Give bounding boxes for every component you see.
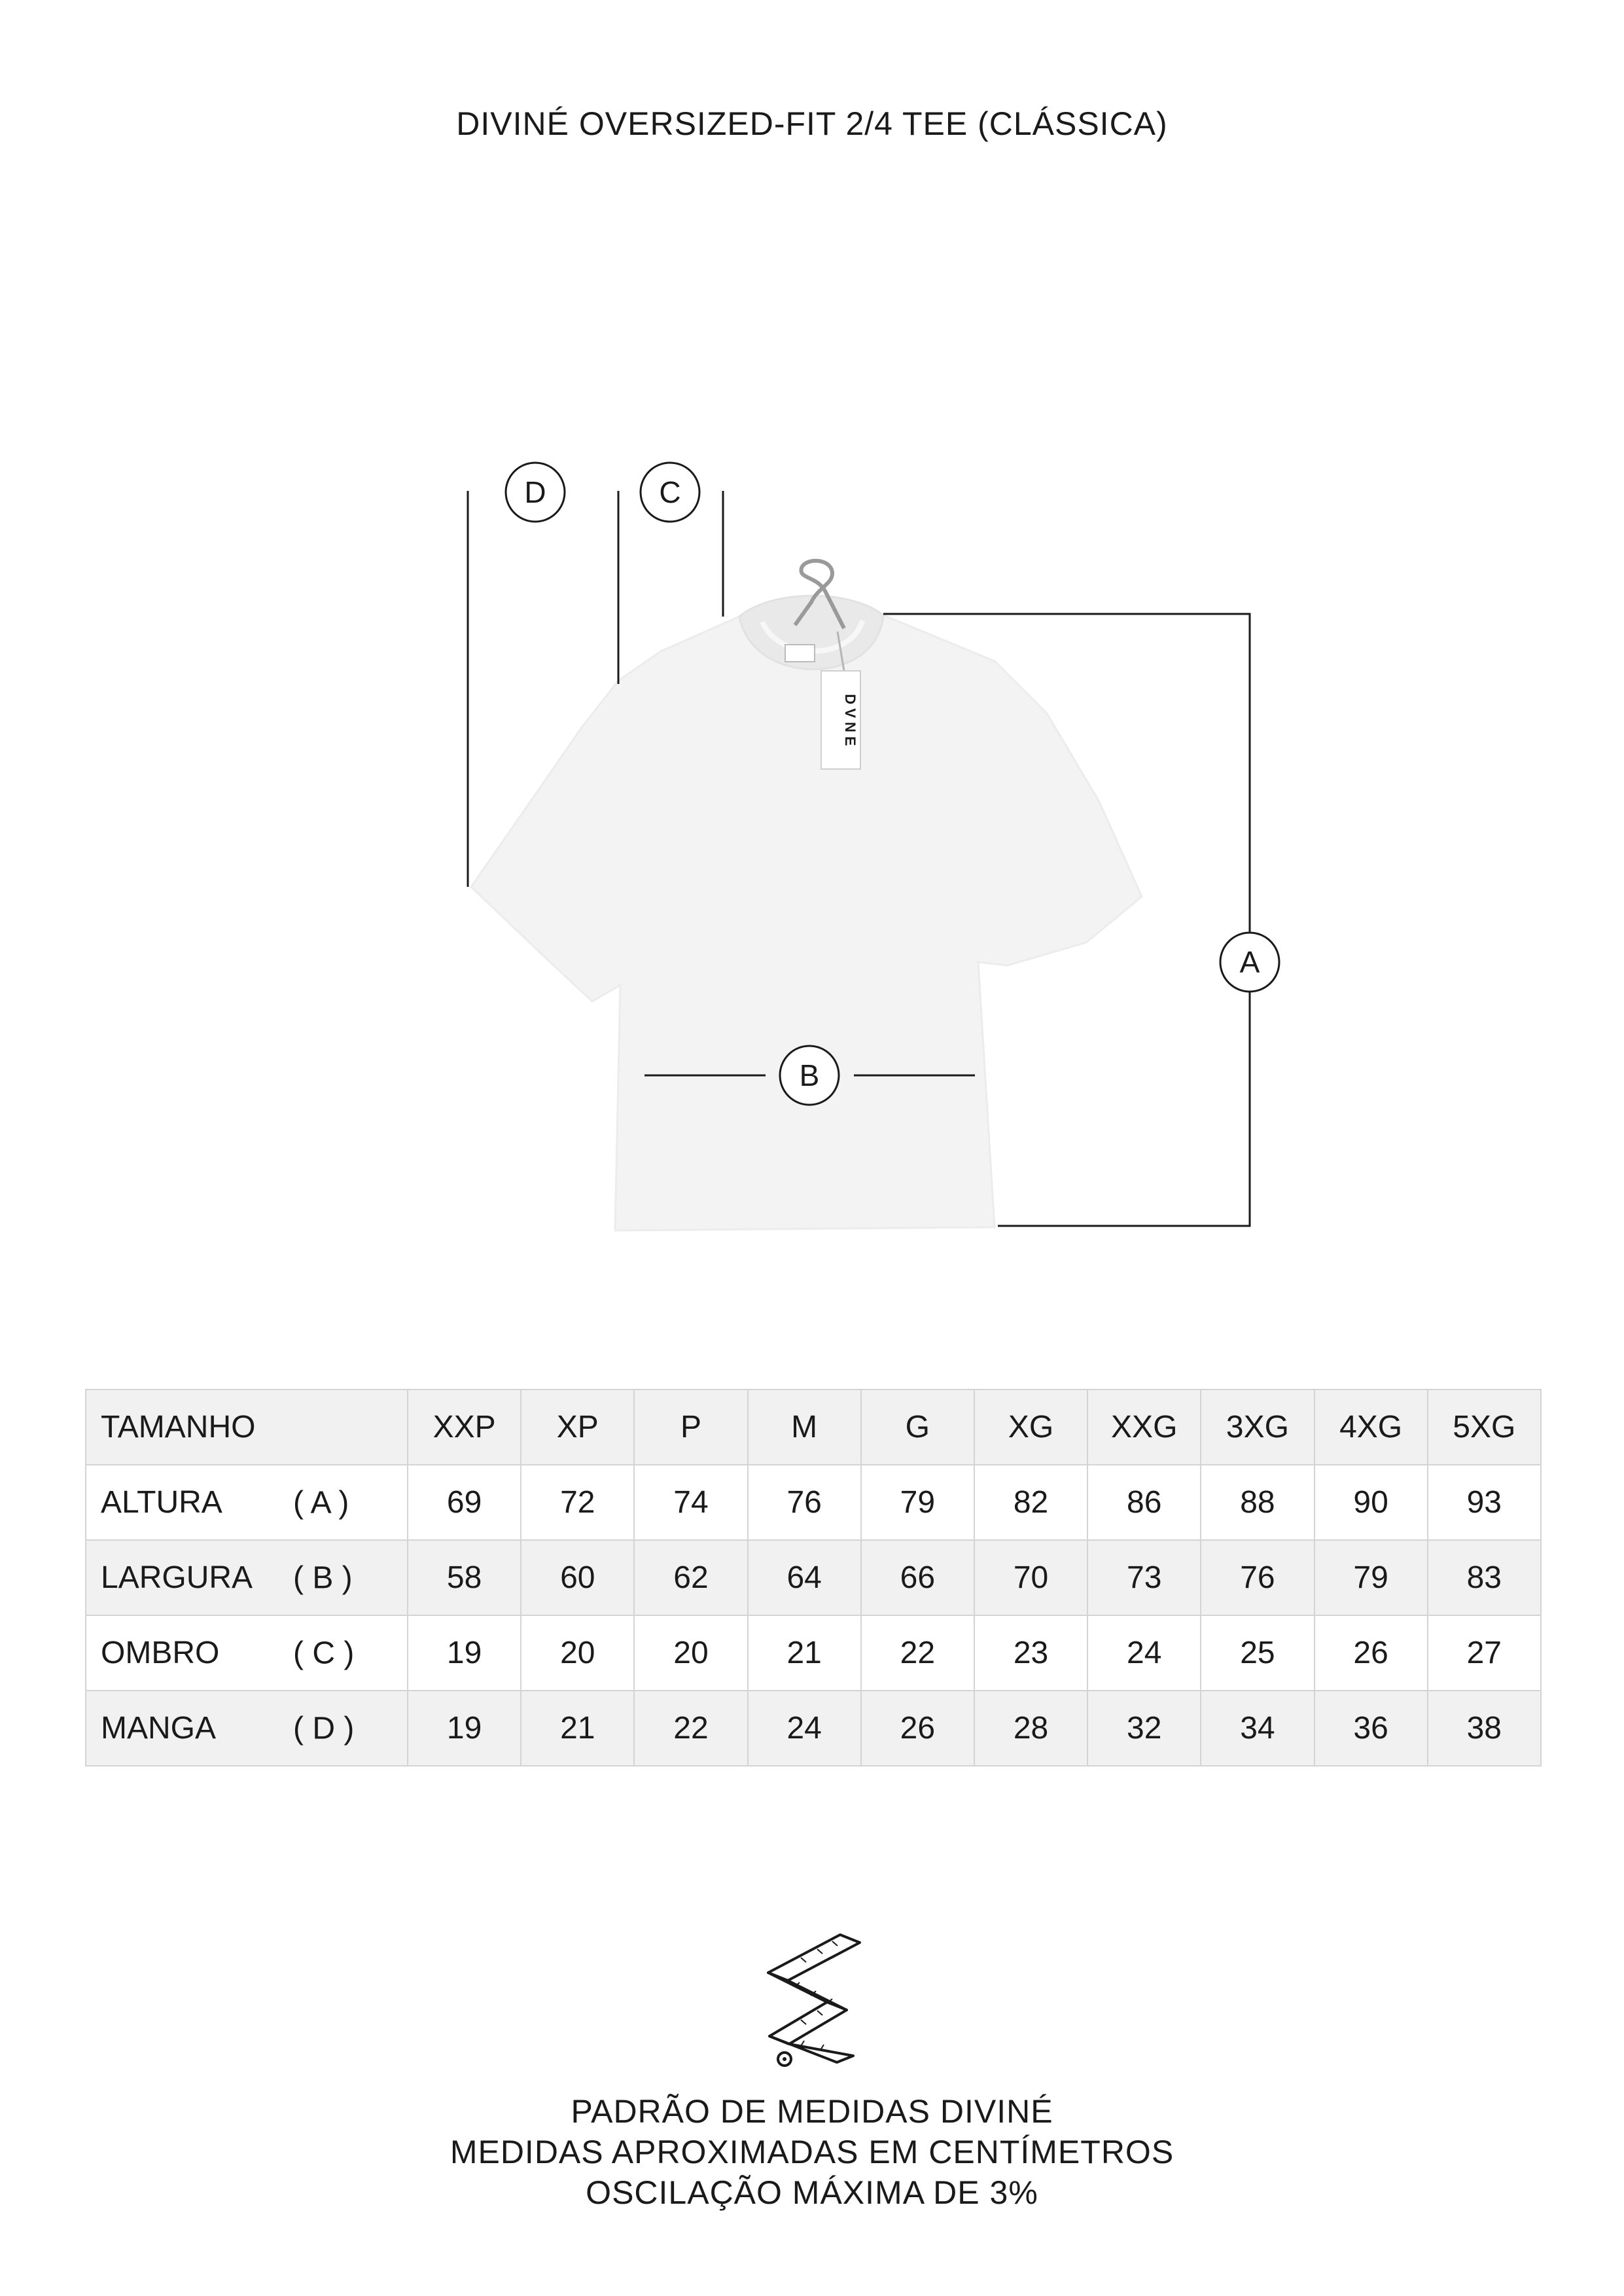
table-cell: 74 (634, 1465, 747, 1540)
table-cell: 38 (1428, 1691, 1541, 1766)
marker-d: D (524, 475, 546, 509)
table-cell: 22 (861, 1615, 974, 1691)
table-cell: 25 (1201, 1615, 1314, 1691)
table-cell: 79 (861, 1465, 974, 1540)
table-cell: 88 (1201, 1465, 1314, 1540)
row-label: MANGA ( D ) (86, 1691, 408, 1766)
header-label: TAMANHO (86, 1390, 408, 1465)
size-column-header: 5XG (1428, 1390, 1541, 1465)
size-column-header: XG (974, 1390, 1087, 1465)
table-cell: 21 (748, 1615, 861, 1691)
page-title: DIVINÉ OVERSIZED-FIT 2/4 TEE (CLÁSSICA) (456, 105, 1168, 142)
row-label: LARGURA ( B ) (86, 1540, 408, 1615)
size-column-header: G (861, 1390, 974, 1465)
table-row-altura (86, 1465, 1541, 1540)
table-cell: 82 (974, 1465, 1087, 1540)
table-cell: 20 (521, 1615, 634, 1691)
table-cell: 83 (1428, 1540, 1541, 1615)
marker-a: A (1239, 945, 1260, 979)
table-cell: 20 (634, 1615, 747, 1691)
table-cell: 90 (1315, 1465, 1428, 1540)
size-column-header: XXG (1087, 1390, 1201, 1465)
table-cell: 27 (1428, 1615, 1541, 1691)
table-cell: 34 (1201, 1691, 1314, 1766)
table-cell: 69 (408, 1465, 521, 1540)
tee-silhouette (471, 615, 1142, 1230)
footer-line: OSCILAÇÃO MÁXIMA DE 3% (586, 2174, 1038, 2211)
table-cell: 26 (861, 1691, 974, 1766)
table-cell: 73 (1087, 1540, 1201, 1615)
table-header-row (86, 1390, 1541, 1465)
table-cell: 79 (1315, 1540, 1428, 1615)
table-cell: 86 (1087, 1465, 1201, 1540)
table-cell: 19 (408, 1615, 521, 1691)
table-cell: 58 (408, 1540, 521, 1615)
size-column-header: 4XG (1315, 1390, 1428, 1465)
marker-c: C (659, 475, 681, 509)
size-column-header: XXP (408, 1390, 521, 1465)
row-label: ALTURA ( A ) (86, 1465, 408, 1540)
table-cell: 24 (748, 1691, 861, 1766)
table-cell: 76 (748, 1465, 861, 1540)
table-cell: 32 (1087, 1691, 1201, 1766)
footer-line: PADRÃO DE MEDIDAS DIVINÉ (571, 2093, 1053, 2130)
table-row-ombro (86, 1615, 1541, 1691)
table-cell: 28 (974, 1691, 1087, 1766)
table-cell: 22 (634, 1691, 747, 1766)
table-cell: 76 (1201, 1540, 1314, 1615)
inner-label (785, 645, 815, 662)
marker-b: B (799, 1058, 820, 1092)
table-cell: 72 (521, 1465, 634, 1540)
table-cell: 70 (974, 1540, 1087, 1615)
footer-notes (0, 2091, 1624, 2213)
table-cell: 26 (1315, 1615, 1428, 1691)
table-cell: 36 (1315, 1691, 1428, 1766)
table-row-manga (86, 1691, 1541, 1766)
table-cell: 66 (861, 1540, 974, 1615)
table-row-largura (86, 1540, 1541, 1615)
table-cell: 62 (634, 1540, 747, 1615)
table-cell: 21 (521, 1691, 634, 1766)
hang-tag-text: D V N E (842, 694, 858, 746)
size-column-header: XP (521, 1390, 634, 1465)
table-cell: 60 (521, 1540, 634, 1615)
measuring-tape-icon (762, 1928, 866, 2072)
table-cell: 23 (974, 1615, 1087, 1691)
table-cell: 93 (1428, 1465, 1541, 1540)
footer-line: MEDIDAS APROXIMADAS EM CENTÍMETROS (450, 2134, 1174, 2170)
table-cell: 19 (408, 1691, 521, 1766)
size-column-header: M (748, 1390, 861, 1465)
size-chart-table (85, 1389, 1542, 1767)
size-column-header: P (634, 1390, 747, 1465)
table-cell: 24 (1087, 1615, 1201, 1691)
table-cell: 64 (748, 1540, 861, 1615)
size-column-header: 3XG (1201, 1390, 1314, 1465)
row-label: OMBRO ( C ) (86, 1615, 408, 1691)
